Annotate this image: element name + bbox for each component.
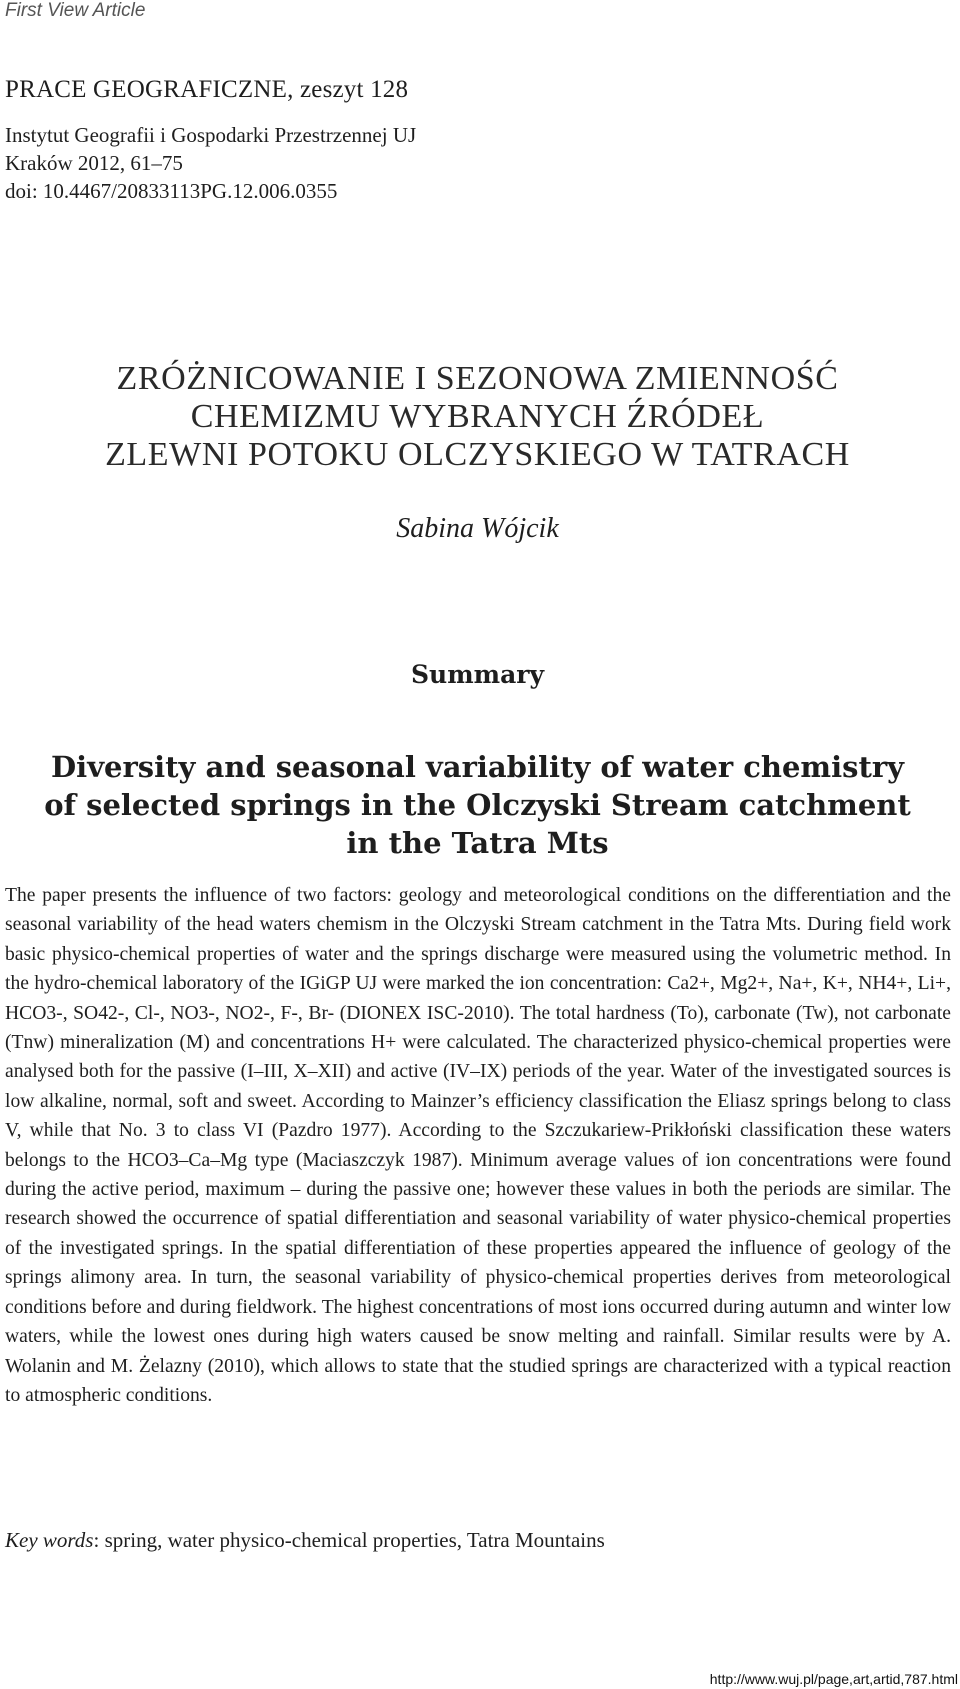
doi-line: doi: 10.4467/20833113PG.12.006.0355 bbox=[5, 179, 338, 203]
title-line: CHEMIZMU WYBRANYCH ŹRÓDEŁ bbox=[190, 398, 765, 435]
journal-name: PRACE GEOGRAFICZNE, zeszyt 128 bbox=[5, 76, 409, 103]
institute-line: Instytut Geografii i Gospodarki Przestrzennej UJ bbox=[5, 123, 417, 147]
keywords-label: Key words bbox=[5, 1528, 94, 1552]
english-title-line: Diversity and seasonal variability of water chemistry bbox=[51, 750, 904, 784]
abstract-text: The paper presents the influence of two factors: geology and meteorological conditions on the differentiation and the seasonal variability of the head waters chemism in the Olczyski Stream catchment in the Tatra Mts. During field work basic physico-chemical properties of water and the springs discharge were measured using the volumetric method. In the hydro-chemical laboratory of the IGiGP UJ were marked the ion concentration: Ca2+, Mg2+, Na+, K+, NH4+, Li+, HCO3-, SO42-, Cl-, NO3-, NO2-, F-, Br- (DIONEX ISC-2010). The total hardness (To), carbonate (Tw), not carbonate (Tnw) mineralization (M) and concentrations H+ were calculated. The characterized physico-chemical properties were analysed both for the passive (I–III, X–XII) and active (IV–IX) periods of the year. Water of the investigated sources is low alkaline, normal, soft and sweet. According to Mainzer’s efficiency classification the Eliasz springs belong to class V, while that No. 3 to class VI (Pazdro 1977). According to the Szczukariew-Prikłoński classification these waters belongs to the HCO3–Ca–Mg type (Maciaszczyk 1987). Minimum average values of ion concentrations were found during the active period, maximum – during the passive one; however these values in both the periods are similar. The research showed the occurrence of spatial differentiation and seasonal variability of water physico-chemical properties of the investigated springs. In the spatial differentiation of these properties appeared the influence of geology of the springs alimony area. In turn, the seasonal variability of physico-chemical properties derives from meteorological conditions before and during fieldwork. The highest concentrations of most ions occurred during autumn and winter low waters, while the lowest ones during high waters caused be snow melting and rainfall. Similar results were by A. Wolanin and M. Żelazny (2010), which allows to state that the studied springs are characterized with a typical reaction to atmospheric conditions. bbox=[5, 885, 951, 1406]
keywords bbox=[5, 1528, 951, 1553]
summary-heading: Summary bbox=[410, 660, 545, 689]
footer-url-link[interactable]: http://www.wuj.pl/page,art,artid,787.html bbox=[709, 1671, 958, 1687]
author-name: Sabina Wójcik bbox=[396, 513, 559, 544]
title-line: ZLEWNI POTOKU OLCZYSKIEGO W TATRACH bbox=[105, 436, 850, 473]
place-year-line: Kraków 2012, 61–75 bbox=[5, 151, 183, 175]
keywords-text: : spring, water physico-chemical properties, Tatra Mountains bbox=[93, 1528, 605, 1552]
english-title-line: in the Tatra Mts bbox=[346, 826, 609, 860]
title-line: ZRÓŻNICOWANIE I SEZONOWA ZMIENNOŚĆ bbox=[116, 360, 839, 397]
article-title bbox=[0, 360, 955, 474]
journal-header bbox=[5, 73, 905, 205]
first-view-banner: First View Article bbox=[5, 0, 146, 21]
english-title-line: of selected springs in the Olczyski Stream catchment bbox=[44, 788, 911, 822]
english-title bbox=[0, 748, 955, 862]
